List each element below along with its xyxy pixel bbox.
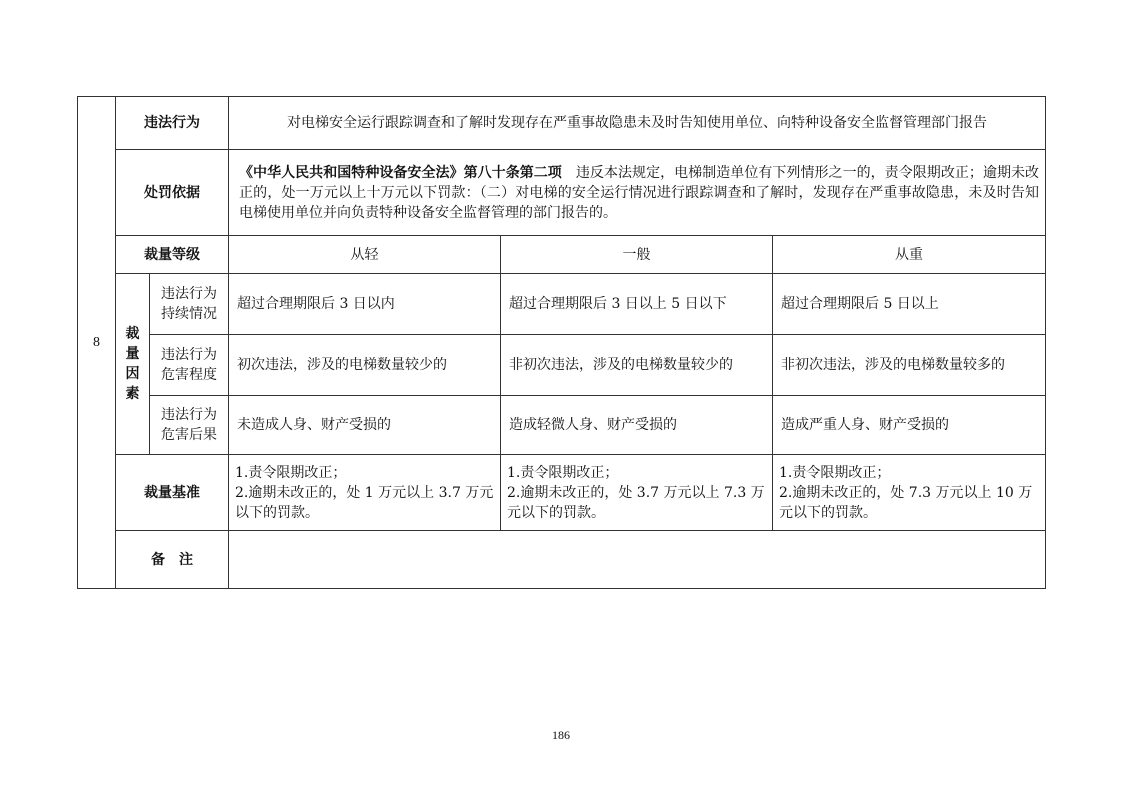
factor-value: 初次违法，涉及的电梯数量较少的 — [229, 335, 501, 396]
page-number: 186 — [552, 728, 570, 742]
basis-cell — [229, 150, 1046, 236]
factor-value: 超过合理期限后 3 日以内 — [229, 274, 501, 335]
factor-value: 未造成人身、财产受损的 — [229, 396, 501, 455]
grade-label: 裁量等级 — [116, 236, 229, 274]
grade-heavy: 从重 — [773, 236, 1046, 274]
factor-value: 非初次违法，涉及的电梯数量较少的 — [501, 335, 773, 396]
basis-row — [78, 150, 1046, 236]
basis-label: 处罚依据 — [116, 150, 229, 236]
factor-label-line: 危害程度 — [161, 367, 217, 383]
factor-row — [78, 396, 1046, 455]
factor-label-consequence — [150, 396, 229, 455]
factor-label-line: 违法行为 — [161, 347, 217, 363]
factor-label-duration — [150, 274, 229, 335]
grade-light: 从轻 — [229, 236, 501, 274]
factor-value: 超过合理期限后 5 日以上 — [773, 274, 1046, 335]
grade-row — [78, 236, 1046, 274]
factor-row — [78, 335, 1046, 396]
factor-row — [78, 274, 1046, 335]
row-number: 8 — [78, 97, 116, 589]
violation-text: 对电梯安全运行跟踪调查和了解时发现存在严重事故隐患未及时告知使用单位、向特种设备安全监督管理部门报告 — [229, 97, 1046, 150]
factor-value: 非初次违法，涉及的电梯数量较多的 — [773, 335, 1046, 396]
remarks-row — [78, 531, 1046, 589]
penalty-discretion-table — [77, 96, 1046, 589]
factor-value: 造成严重人身、财产受损的 — [773, 396, 1046, 455]
factor-value: 造成轻微人身、财产受损的 — [501, 396, 773, 455]
factor-label-severity — [150, 335, 229, 396]
factor-label-line: 危害后果 — [161, 427, 217, 443]
grade-normal: 一般 — [501, 236, 773, 274]
standard-label: 裁量基准 — [116, 455, 229, 531]
standard-value: 1.责令限期改正； 2.逾期未改正的，处 3.7 万元以上 7.3 万元以下的罚款。 — [501, 455, 773, 531]
factors-label-char: 量 — [125, 346, 140, 362]
standard-value: 1.责令限期改正； 2.逾期未改正的，处 7.3 万元以上 10 万元以下的罚款。 — [773, 455, 1046, 531]
standard-value: 1.责令限期改正； 2.逾期未改正的，处 1 万元以上 3.7 万元以下的罚款。 — [229, 455, 501, 531]
violation-row — [78, 97, 1046, 150]
violation-label: 违法行为 — [116, 97, 229, 150]
factor-label-line: 持续情况 — [161, 306, 217, 322]
factors-label — [116, 274, 150, 455]
factors-label-char: 裁 — [125, 326, 140, 342]
factor-value: 超过合理期限后 3 日以上 5 日以下 — [501, 274, 773, 335]
remarks-label: 备 注 — [116, 531, 229, 589]
factor-label-line: 违法行为 — [161, 407, 217, 423]
remarks-text — [229, 531, 1046, 589]
factors-label-char: 素 — [125, 386, 140, 402]
factors-label-char: 因 — [125, 366, 140, 382]
basis-law-title: 《中华人民共和国特种设备安全法》第八十条第二项 — [239, 164, 562, 181]
basis-text: 违反本法规定，电梯制造单位有下列情形之一的，责令限期改正；逾期未改正的，处一万元以上十万元以下罚款：（二）对电梯的安全运行情况进行跟踪调查和了解时，发现存在严重事故隐患，未及时告知电梯使用单位并向负责特种设备安全监督管理的部门报告的。 — [239, 164, 1040, 221]
standard-row — [78, 455, 1046, 531]
factor-label-line: 违法行为 — [161, 286, 217, 302]
